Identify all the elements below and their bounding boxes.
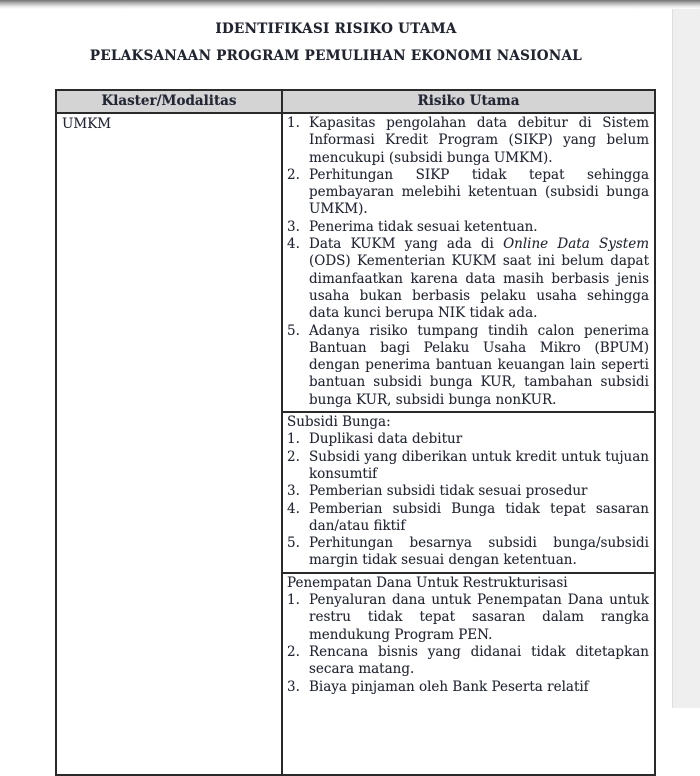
item-number: 5. (287, 535, 300, 552)
risk-item (287, 483, 649, 500)
item-text: Perhitungan besarnya subsidi bunga/subsidi margin tidak sesuai dengan ketentuan. (309, 535, 649, 569)
page-title-line2: PELAKSANAAN PROGRAM PEMULIHAN EKONOMI NASIONAL (89, 48, 583, 64)
cluster-cell (57, 114, 283, 774)
risk-item (287, 167, 649, 219)
item-number: 2. (287, 166, 300, 183)
item-number: 1. (287, 115, 300, 131)
item-text: Pemberian subsidi tidak sesuai prosedur (309, 483, 588, 500)
risk-item (287, 535, 649, 570)
item-number: 2. (287, 448, 300, 465)
item-number: 3. (287, 218, 300, 235)
risk-list (287, 115, 649, 409)
header-cell-risiko-utama: Risiko Utama (417, 93, 520, 109)
item-text: Duplikasi data debitur (309, 431, 463, 448)
section-heading: Penempatan Dana Untuk Restrukturisasi (287, 574, 568, 591)
item-text: Penyaluran dana untuk Penempatan Dana untuk restru tidak tepat sasaran dalam rangka mendukung Program PEN. (309, 592, 649, 643)
risk-item (287, 449, 649, 484)
risk-item (287, 679, 649, 696)
item-text: Adanya risiko tumpang tindih calon penerima Bantuan bagi Pelaku Usaha Mikro (BPUM) dengan penerima bantuan keuangan lain seperti bantuan subsidi bunga KUR, tambahan subsidi bunga KUR, subsidi bunga nonKUR. (309, 322, 649, 408)
cluster-label: UMKM (62, 116, 112, 132)
risk-item (287, 592, 649, 644)
item-text: Penerima tidak sesuai ketentuan. (309, 218, 538, 235)
risk-item (287, 644, 649, 679)
risk-list (287, 592, 649, 696)
table-body-row (57, 114, 654, 774)
item-number: 2. (287, 643, 300, 660)
item-number: 1. (287, 431, 300, 448)
risk-section (283, 572, 654, 698)
risk-item (287, 431, 649, 448)
risk-section (283, 411, 654, 572)
page-right-margin (672, 4, 700, 708)
page-title-line1: IDENTIFIKASI RISIKO UTAMA (215, 21, 457, 37)
item-text: Subsidi yang diberikan untuk kredit untuk tujuan konsumtif (309, 448, 649, 482)
window-top-shadow (0, 0, 700, 9)
item-text: Kapasitas pengolahan data debitur di Sistem Informasi Kredit Program (SIKP) yang belum mencukupi (subsidi bunga UMKM). (309, 115, 649, 166)
risk-item (287, 501, 649, 536)
item-text: Perhitungan SIKP tidak tepat sehingga pembayaran melebihi ketentuan (subsidi bunga UMKM). (309, 166, 649, 218)
risk-sections (283, 114, 654, 774)
table-header-row (57, 91, 654, 114)
header-cell-klaster-modalitas: Klaster/Modalitas (57, 91, 283, 112)
item-text: Pemberian subsidi Bunga tidak tepat sasaran dan/atau fiktif (309, 500, 649, 534)
item-text: Rencana bisnis yang didanai tidak ditetapkan secara matang. (309, 643, 649, 678)
item-number: 3. (287, 678, 300, 695)
risk-list (287, 431, 649, 569)
item-text: Data KUKM yang ada di Online Data System (ODS) Kementerian KUKM saat ini belum dapat dimanfaatkan karena data masih berbasis jenis usaha bukan berbasis pelaku usaha sehingga data kunci berupa NIK tidak ada. (309, 236, 649, 322)
item-text: Biaya pinjaman oleh Bank Peserta relatif (309, 678, 589, 695)
item-number: 5. (287, 322, 300, 339)
risk-table (55, 89, 656, 776)
item-number: 1. (287, 592, 300, 609)
risk-item (287, 323, 649, 409)
section-heading: Subsidi Bunga: (287, 414, 391, 431)
risk-item (287, 219, 649, 236)
item-number: 4. (287, 500, 300, 517)
item-number: 4. (287, 236, 300, 253)
item-number: 3. (287, 483, 300, 500)
risk-section (283, 114, 654, 411)
risk-item (287, 115, 649, 167)
risk-item (287, 236, 649, 322)
